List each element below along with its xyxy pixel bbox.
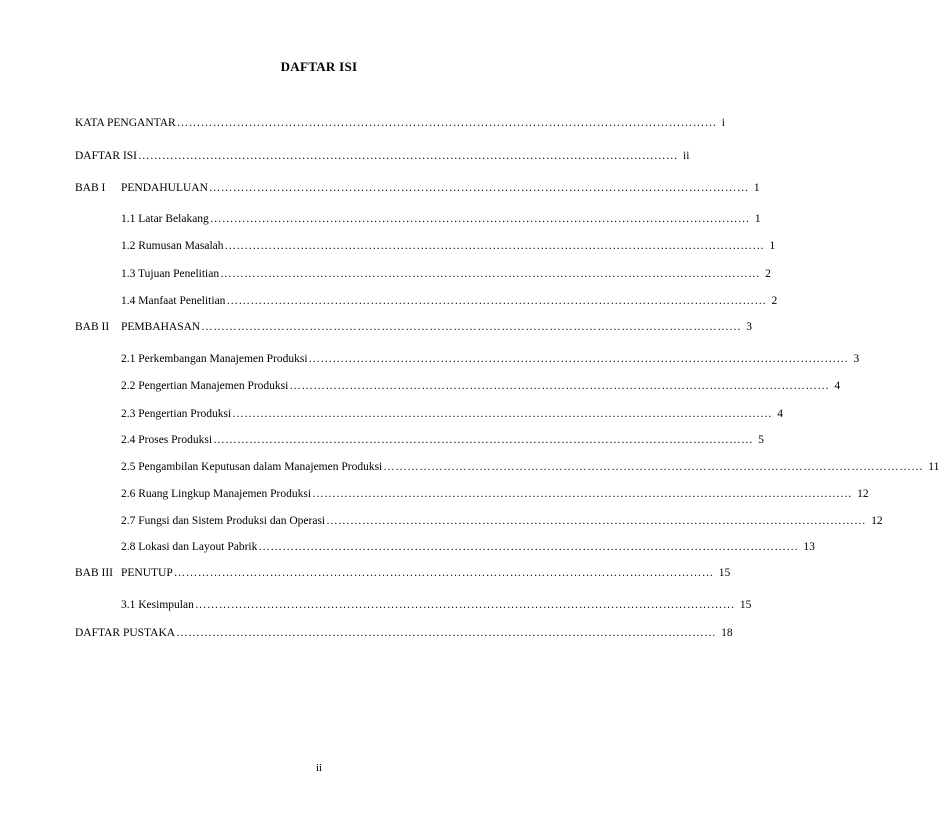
toc-leader: ………………………………………………………………………………………………………………………: [194, 599, 735, 611]
toc-leader: ………………………………………………………………………………………………………………………: [383, 461, 924, 473]
toc-entry-2-6: [121, 488, 869, 504]
toc-page: i: [721, 117, 725, 129]
toc-page: 4: [777, 408, 783, 420]
toc-chapter-number: BAB II: [75, 321, 110, 333]
toc-label: PENUTUP: [121, 567, 173, 579]
toc-entry-1-2: [121, 240, 776, 256]
toc-leader: ………………………………………………………………………………………………………………………: [138, 150, 679, 162]
toc-leader: ………………………………………………………………………………………………………………………: [213, 434, 754, 446]
toc-entry-1-3: [121, 268, 771, 284]
toc-page: 12: [857, 488, 869, 500]
toc-entry-2-1: [121, 353, 860, 369]
toc-leader: ………………………………………………………………………………………………………………………: [224, 240, 765, 252]
toc-leader: ………………………………………………………………………………………………………………………: [312, 488, 853, 500]
toc-entry-bab-i: [75, 182, 760, 198]
toc-entry-2-2: [121, 380, 841, 396]
toc-label: KATA PENGANTAR: [75, 117, 176, 129]
toc-label: DAFTAR PUSTAKA: [75, 627, 176, 639]
toc-entry-daftar-isi: [75, 150, 690, 166]
toc-page: 2: [771, 295, 778, 307]
toc-label: PENDAHULUAN: [121, 182, 208, 194]
page-title: DAFTAR ISI: [280, 59, 358, 74]
toc-label: 1.2 Rumusan Masalah: [121, 240, 224, 252]
toc-page: 15: [718, 567, 731, 579]
toc-leader: ………………………………………………………………………………………………………………………: [176, 117, 717, 129]
toc-entry-1-1: [121, 213, 761, 229]
toc-page: 1: [754, 213, 761, 225]
toc-leader: ………………………………………………………………………………………………………………………: [308, 353, 849, 365]
toc-page: 2: [765, 268, 771, 280]
toc-label: 3.1 Kesimpulan: [121, 599, 194, 611]
toc-label: DAFTAR ISI: [75, 150, 138, 162]
toc-entry-2-3: [121, 408, 783, 424]
toc-label: 2.4 Proses Produksi: [121, 434, 213, 446]
toc-entry-1-4: [121, 295, 778, 311]
toc-leader: ………………………………………………………………………………………………………………………: [226, 295, 767, 307]
toc-page: 11: [928, 461, 939, 473]
toc-page: 13: [803, 541, 815, 553]
toc-label: PEMBAHASAN: [121, 321, 201, 333]
toc-entry-2-8: [121, 541, 815, 557]
toc-leader: ………………………………………………………………………………………………………………………: [220, 268, 761, 280]
toc-leader: ………………………………………………………………………………………………………………………: [173, 567, 714, 579]
toc-label: 2.1 Perkembangan Manajemen Produksi: [121, 353, 308, 365]
toc-entry-2-7: [121, 515, 883, 531]
toc-chapter-number: BAB I: [75, 182, 106, 194]
toc-page: 15: [739, 599, 752, 611]
toc-chapter-number: BAB III: [75, 567, 114, 579]
toc-page: 12: [871, 515, 883, 527]
toc-page: 1: [753, 182, 760, 194]
toc-label: 2.5 Pengambilan Keputusan dalam Manajemen Produksi: [121, 461, 383, 473]
toc-entry-2-4: [121, 434, 764, 450]
page-number-footer: ii: [315, 762, 323, 774]
toc-page: 5: [758, 434, 764, 446]
toc-label: 1.3 Tujuan Penelitian: [121, 268, 220, 280]
toc-entry-2-5: [121, 461, 939, 477]
toc-entry-kata-pengantar: [75, 117, 725, 133]
toc-page: 3: [853, 353, 860, 365]
toc-entry-3-1: [121, 599, 752, 615]
toc-leader: ………………………………………………………………………………………………………………………: [208, 182, 749, 194]
toc-entry-bab-ii: [75, 321, 752, 337]
toc-page: ii: [683, 150, 690, 162]
toc-leader: ………………………………………………………………………………………………………………………: [201, 321, 742, 333]
toc-label: 2.3 Pengertian Produksi: [121, 408, 232, 420]
toc-page: 1: [769, 240, 776, 252]
toc-label: 2.6 Ruang Lingkup Manajemen Produksi: [121, 488, 312, 500]
toc-label: 2.2 Pengertian Manajemen Produksi: [121, 380, 289, 392]
toc-page: 3: [746, 321, 752, 333]
toc-label: 2.8 Lokasi dan Layout Pabrik: [121, 541, 258, 553]
toc-leader: ………………………………………………………………………………………………………………………: [176, 627, 717, 639]
toc-page: 18: [721, 627, 733, 639]
toc-leader: ………………………………………………………………………………………………………………………: [209, 213, 750, 225]
toc-label: 1.4 Manfaat Penelitian: [121, 295, 226, 307]
toc-leader: ………………………………………………………………………………………………………………………: [326, 515, 867, 527]
toc-leader: ………………………………………………………………………………………………………………………: [232, 408, 773, 420]
toc-leader: ………………………………………………………………………………………………………………………: [289, 380, 830, 392]
toc-entry-daftar-pustaka: [75, 627, 733, 643]
toc-entry-bab-iii: [75, 567, 731, 583]
toc-label: 1.1 Latar Belakang: [121, 213, 209, 225]
toc-label: 2.7 Fungsi dan Sistem Produksi dan Operasi: [121, 515, 326, 527]
toc-leader: ………………………………………………………………………………………………………………………: [258, 541, 799, 553]
toc-page: 4: [834, 380, 841, 392]
